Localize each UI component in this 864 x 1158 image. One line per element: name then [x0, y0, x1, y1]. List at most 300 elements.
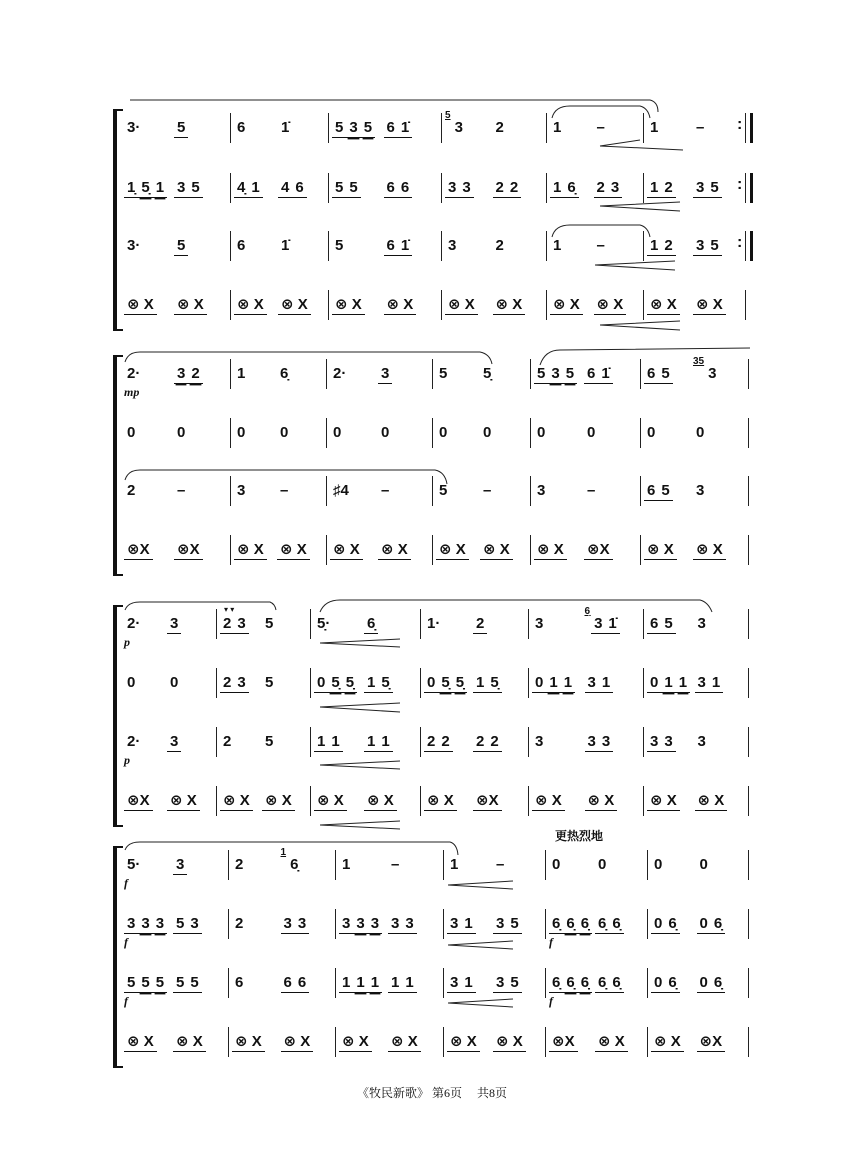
note: 3 — [591, 615, 605, 634]
barline — [230, 476, 231, 506]
measure — [647, 615, 742, 645]
beat — [647, 179, 693, 209]
beat — [480, 365, 524, 395]
beat — [647, 119, 693, 149]
beat — [124, 1033, 173, 1063]
measure — [647, 733, 742, 763]
beat — [651, 856, 697, 886]
beat — [697, 856, 743, 886]
note: 3 — [693, 237, 707, 256]
beat — [647, 733, 695, 763]
note: 6 — [644, 365, 658, 384]
note: 1 — [248, 179, 262, 198]
note: 5 — [124, 974, 138, 993]
barline — [546, 173, 547, 203]
note: 3 — [647, 733, 661, 752]
slur — [125, 602, 276, 610]
note: 3 — [368, 915, 382, 934]
note: 2 — [661, 237, 675, 256]
note: 1 — [709, 674, 723, 693]
beat — [278, 179, 322, 209]
barline — [335, 1027, 336, 1057]
barline — [228, 1027, 229, 1057]
note: 2 — [235, 856, 244, 873]
beat — [647, 615, 695, 645]
measure — [330, 424, 426, 454]
measure — [436, 424, 524, 454]
barline — [745, 290, 746, 320]
note: 1 — [553, 237, 562, 254]
note: 1 — [647, 179, 661, 198]
note: 6̣ — [595, 974, 609, 993]
beat — [364, 792, 414, 822]
beat — [262, 615, 304, 645]
measure — [234, 237, 322, 267]
measure — [424, 733, 522, 763]
measure — [234, 541, 320, 571]
note: – — [496, 856, 505, 873]
beat — [378, 541, 426, 571]
note: 3 — [448, 237, 457, 254]
beat — [314, 674, 364, 704]
note: 6̣ — [665, 915, 679, 934]
note: ⊗ X — [281, 1033, 314, 1052]
barline — [530, 418, 531, 448]
barline — [216, 609, 217, 639]
beat — [445, 237, 493, 267]
note: 1̇ — [598, 365, 612, 384]
note: ⊗X — [549, 1033, 578, 1052]
beat — [647, 674, 695, 704]
note: 5 — [153, 974, 167, 993]
barline — [432, 418, 433, 448]
barline — [748, 476, 749, 506]
note: 2 — [438, 733, 452, 752]
barline — [230, 535, 231, 565]
note: ⊗ X — [424, 792, 457, 811]
beat — [644, 424, 693, 454]
repeat-sign: : — [737, 116, 743, 133]
beat — [364, 615, 414, 645]
note: 0 — [552, 856, 561, 873]
measure — [339, 856, 437, 886]
beat — [447, 974, 493, 1004]
grace-note: 35 — [693, 356, 705, 367]
note: 5 — [174, 237, 188, 256]
beat — [647, 792, 695, 822]
measure — [124, 974, 222, 1008]
note: 2 — [507, 179, 521, 198]
measure — [124, 119, 224, 149]
note: 6̣ — [364, 615, 378, 634]
note: 2 — [493, 179, 507, 198]
note: 3 — [661, 733, 675, 752]
note: 2· — [127, 733, 141, 750]
measure — [339, 915, 437, 945]
barline — [643, 290, 644, 320]
measure — [532, 674, 637, 704]
measure — [332, 119, 435, 149]
note: 3 — [693, 179, 707, 198]
beat — [693, 541, 742, 571]
note: 1 — [647, 237, 661, 256]
barline — [328, 290, 329, 320]
beat — [651, 974, 697, 1004]
barline — [545, 1027, 546, 1057]
beat — [232, 856, 281, 886]
beat — [124, 179, 174, 209]
beat — [534, 365, 584, 395]
note: 0 — [280, 424, 289, 441]
note: ⊗ X — [384, 296, 417, 315]
barline — [643, 113, 644, 143]
note: 2 — [473, 733, 487, 752]
note: 1 — [339, 974, 353, 993]
note: 0 — [439, 424, 448, 441]
barline — [310, 668, 311, 698]
note: 0 — [333, 424, 342, 441]
note: 5̣ — [487, 674, 501, 693]
beat — [173, 915, 222, 945]
beat — [549, 1033, 595, 1063]
barline — [443, 968, 444, 998]
measure — [651, 856, 742, 886]
beat — [644, 365, 693, 395]
beat — [234, 119, 278, 149]
beat — [534, 424, 584, 454]
barline — [748, 1027, 749, 1057]
beat — [234, 482, 277, 512]
note: 5 — [332, 119, 346, 138]
barline — [326, 359, 327, 389]
note: 3 — [537, 482, 546, 499]
note: 3 — [281, 915, 295, 934]
beat — [339, 1033, 388, 1063]
measure — [644, 482, 742, 512]
barline — [546, 113, 547, 143]
barline — [328, 113, 329, 143]
note: 2 — [188, 365, 202, 384]
note: 3 — [697, 733, 706, 750]
beat — [384, 237, 436, 267]
measure — [447, 856, 539, 886]
beat — [124, 856, 173, 890]
note: ⊗ X — [493, 1033, 526, 1052]
note: 6̣ — [578, 974, 592, 993]
beat — [174, 296, 224, 326]
beat — [436, 365, 480, 395]
note: 5 — [658, 365, 672, 384]
beat — [585, 674, 638, 704]
beat — [594, 119, 638, 149]
barline — [748, 668, 749, 698]
beat — [550, 179, 594, 209]
beat — [167, 792, 210, 822]
measure — [314, 615, 414, 645]
note: 0 — [647, 674, 661, 693]
beat — [445, 296, 493, 326]
note: 3 — [138, 915, 152, 934]
barline — [748, 850, 749, 880]
barline — [228, 968, 229, 998]
measure — [124, 179, 224, 209]
measure — [647, 674, 742, 704]
note: ⊗ X — [447, 1033, 480, 1052]
beat — [232, 1033, 281, 1063]
barline — [230, 113, 231, 143]
beat — [695, 615, 743, 645]
beat — [174, 119, 224, 149]
measure — [124, 1033, 222, 1063]
beat — [651, 1033, 697, 1063]
measure — [124, 541, 224, 571]
note: 6̣ — [549, 974, 563, 993]
measure — [534, 541, 634, 571]
beat — [550, 237, 594, 267]
beat — [594, 237, 638, 267]
measure — [445, 237, 540, 267]
note: ⊗ X — [388, 1033, 421, 1052]
beat — [532, 674, 585, 704]
beat — [493, 974, 539, 1004]
beat — [493, 1033, 539, 1063]
beat — [167, 733, 210, 763]
note: 3 — [695, 674, 709, 693]
barline — [530, 535, 531, 565]
note: – — [596, 237, 605, 254]
measure — [647, 792, 742, 822]
note: 6 — [384, 179, 398, 198]
barline — [528, 609, 529, 639]
note: 0 — [654, 856, 663, 873]
beat — [277, 365, 320, 395]
measure — [550, 179, 637, 209]
note: ⊗ X — [493, 296, 526, 315]
beat — [234, 179, 278, 209]
barline — [647, 1027, 648, 1057]
measure — [651, 915, 742, 945]
barline — [216, 786, 217, 816]
barline — [545, 850, 546, 880]
note: 3 — [346, 119, 360, 138]
beat — [262, 733, 304, 763]
note: 3 — [696, 482, 705, 499]
note: ⊗X — [124, 541, 153, 560]
beat — [174, 424, 224, 454]
barline — [310, 609, 311, 639]
note: 3 — [167, 733, 181, 752]
beat — [220, 792, 262, 822]
measure — [220, 792, 304, 822]
note: 6 — [584, 365, 598, 384]
note: 5 — [439, 365, 448, 382]
beat — [584, 365, 634, 395]
note: 2 — [495, 119, 504, 136]
measure — [330, 365, 426, 395]
measure — [232, 974, 329, 1004]
note: 3· — [127, 119, 141, 136]
note: 2 — [594, 179, 608, 198]
slur — [552, 225, 650, 237]
beat — [388, 915, 437, 945]
note: 3 — [174, 179, 188, 198]
measure — [532, 606, 637, 645]
measure — [124, 296, 224, 326]
note: ⊗ X — [277, 541, 310, 560]
note: ⊗ X — [651, 1033, 684, 1052]
barline — [528, 668, 529, 698]
note: 1 — [450, 856, 459, 873]
beat — [330, 482, 378, 512]
note: 1 — [364, 674, 378, 693]
barline — [530, 359, 531, 389]
measure — [534, 365, 634, 395]
barline — [441, 173, 442, 203]
barline — [432, 535, 433, 565]
beat — [480, 482, 524, 512]
note: ⊗ X — [378, 541, 411, 560]
beat — [384, 119, 436, 149]
dynamic-marking: f — [124, 876, 128, 890]
barline — [748, 535, 749, 565]
barline — [326, 476, 327, 506]
note: 6 — [398, 179, 412, 198]
grace-note: 1 — [280, 847, 287, 858]
note: 6̣ — [549, 915, 563, 934]
system-bracket — [113, 109, 117, 331]
note: 1 — [650, 119, 659, 136]
note: 0 — [483, 424, 492, 441]
note: 3 — [295, 915, 309, 934]
beat — [339, 915, 388, 945]
note: ⊗ X — [339, 1033, 372, 1052]
note: ⊗ X — [278, 296, 311, 315]
note: – — [483, 482, 492, 499]
beat — [234, 365, 277, 395]
note: 0 — [696, 424, 705, 441]
note: 5 — [661, 615, 675, 634]
beat — [378, 482, 426, 512]
barline — [643, 231, 644, 261]
note: ⊗X — [697, 1033, 726, 1052]
beat — [532, 792, 585, 822]
beat — [124, 792, 167, 822]
barline — [640, 418, 641, 448]
barline — [441, 290, 442, 320]
note: 5 — [173, 974, 187, 993]
note: 1̇ — [281, 119, 290, 136]
barline — [443, 1027, 444, 1057]
barline — [643, 173, 644, 203]
beat — [280, 847, 330, 886]
beat — [220, 605, 262, 645]
beat — [697, 915, 743, 945]
measure — [339, 974, 437, 1004]
note: 2 — [220, 615, 234, 634]
beat — [124, 424, 174, 454]
beat — [424, 615, 473, 645]
barline — [441, 231, 442, 261]
beat — [534, 541, 584, 571]
note: 1 — [353, 974, 367, 993]
note: 1 — [328, 733, 342, 752]
barline — [748, 968, 749, 998]
measure — [232, 1033, 329, 1063]
note: ⊗ X — [480, 541, 513, 560]
note: 2· — [127, 365, 141, 382]
barline — [230, 290, 231, 320]
barline — [310, 786, 311, 816]
note: – — [391, 856, 400, 873]
beat — [378, 424, 426, 454]
note: 0 — [598, 856, 607, 873]
barline — [335, 909, 336, 939]
accent-marks: ▾ ▾ — [224, 605, 235, 614]
note: ⊗ X — [693, 296, 726, 315]
note: 6 — [237, 237, 246, 254]
note: 3 — [445, 179, 459, 198]
note: 1 — [378, 733, 392, 752]
note: 0 — [127, 674, 136, 691]
beat — [424, 674, 473, 704]
slur — [125, 352, 492, 364]
beat — [220, 733, 262, 763]
note: 2· — [333, 365, 347, 382]
note: ⊗ X — [330, 541, 363, 560]
barline — [432, 359, 433, 389]
beat — [124, 119, 174, 149]
note: 3 — [608, 179, 622, 198]
barline — [328, 173, 329, 203]
beat — [549, 856, 595, 886]
note: 5̣· — [317, 615, 331, 632]
note: 6̣ — [609, 915, 623, 934]
note: ⊗ X — [262, 792, 295, 811]
measure — [124, 733, 210, 767]
note: 0 — [699, 856, 708, 873]
note: 1̇ — [398, 237, 412, 256]
beat — [330, 424, 378, 454]
note: 3 — [234, 674, 248, 693]
note: 2 — [424, 733, 438, 752]
measure — [314, 733, 414, 763]
beat — [124, 733, 167, 767]
note: 3 — [237, 482, 246, 499]
beat — [173, 1033, 222, 1063]
measure — [424, 674, 522, 704]
barline — [545, 909, 546, 939]
beat — [277, 482, 320, 512]
measure — [234, 424, 320, 454]
note: 1̇ — [398, 119, 412, 138]
measure — [436, 541, 524, 571]
measure — [232, 915, 329, 945]
barline — [640, 359, 641, 389]
beat — [332, 119, 384, 149]
beat — [473, 674, 522, 704]
note: 5̣ — [343, 674, 357, 693]
note: 1 — [237, 365, 246, 382]
beat — [695, 674, 743, 704]
note: 5 — [332, 179, 346, 198]
barline — [230, 231, 231, 261]
barline — [230, 418, 231, 448]
measure — [330, 482, 426, 512]
dynamic-marking: f — [549, 935, 553, 949]
system-bracket — [113, 846, 117, 1068]
barline — [643, 668, 644, 698]
barline — [640, 476, 641, 506]
